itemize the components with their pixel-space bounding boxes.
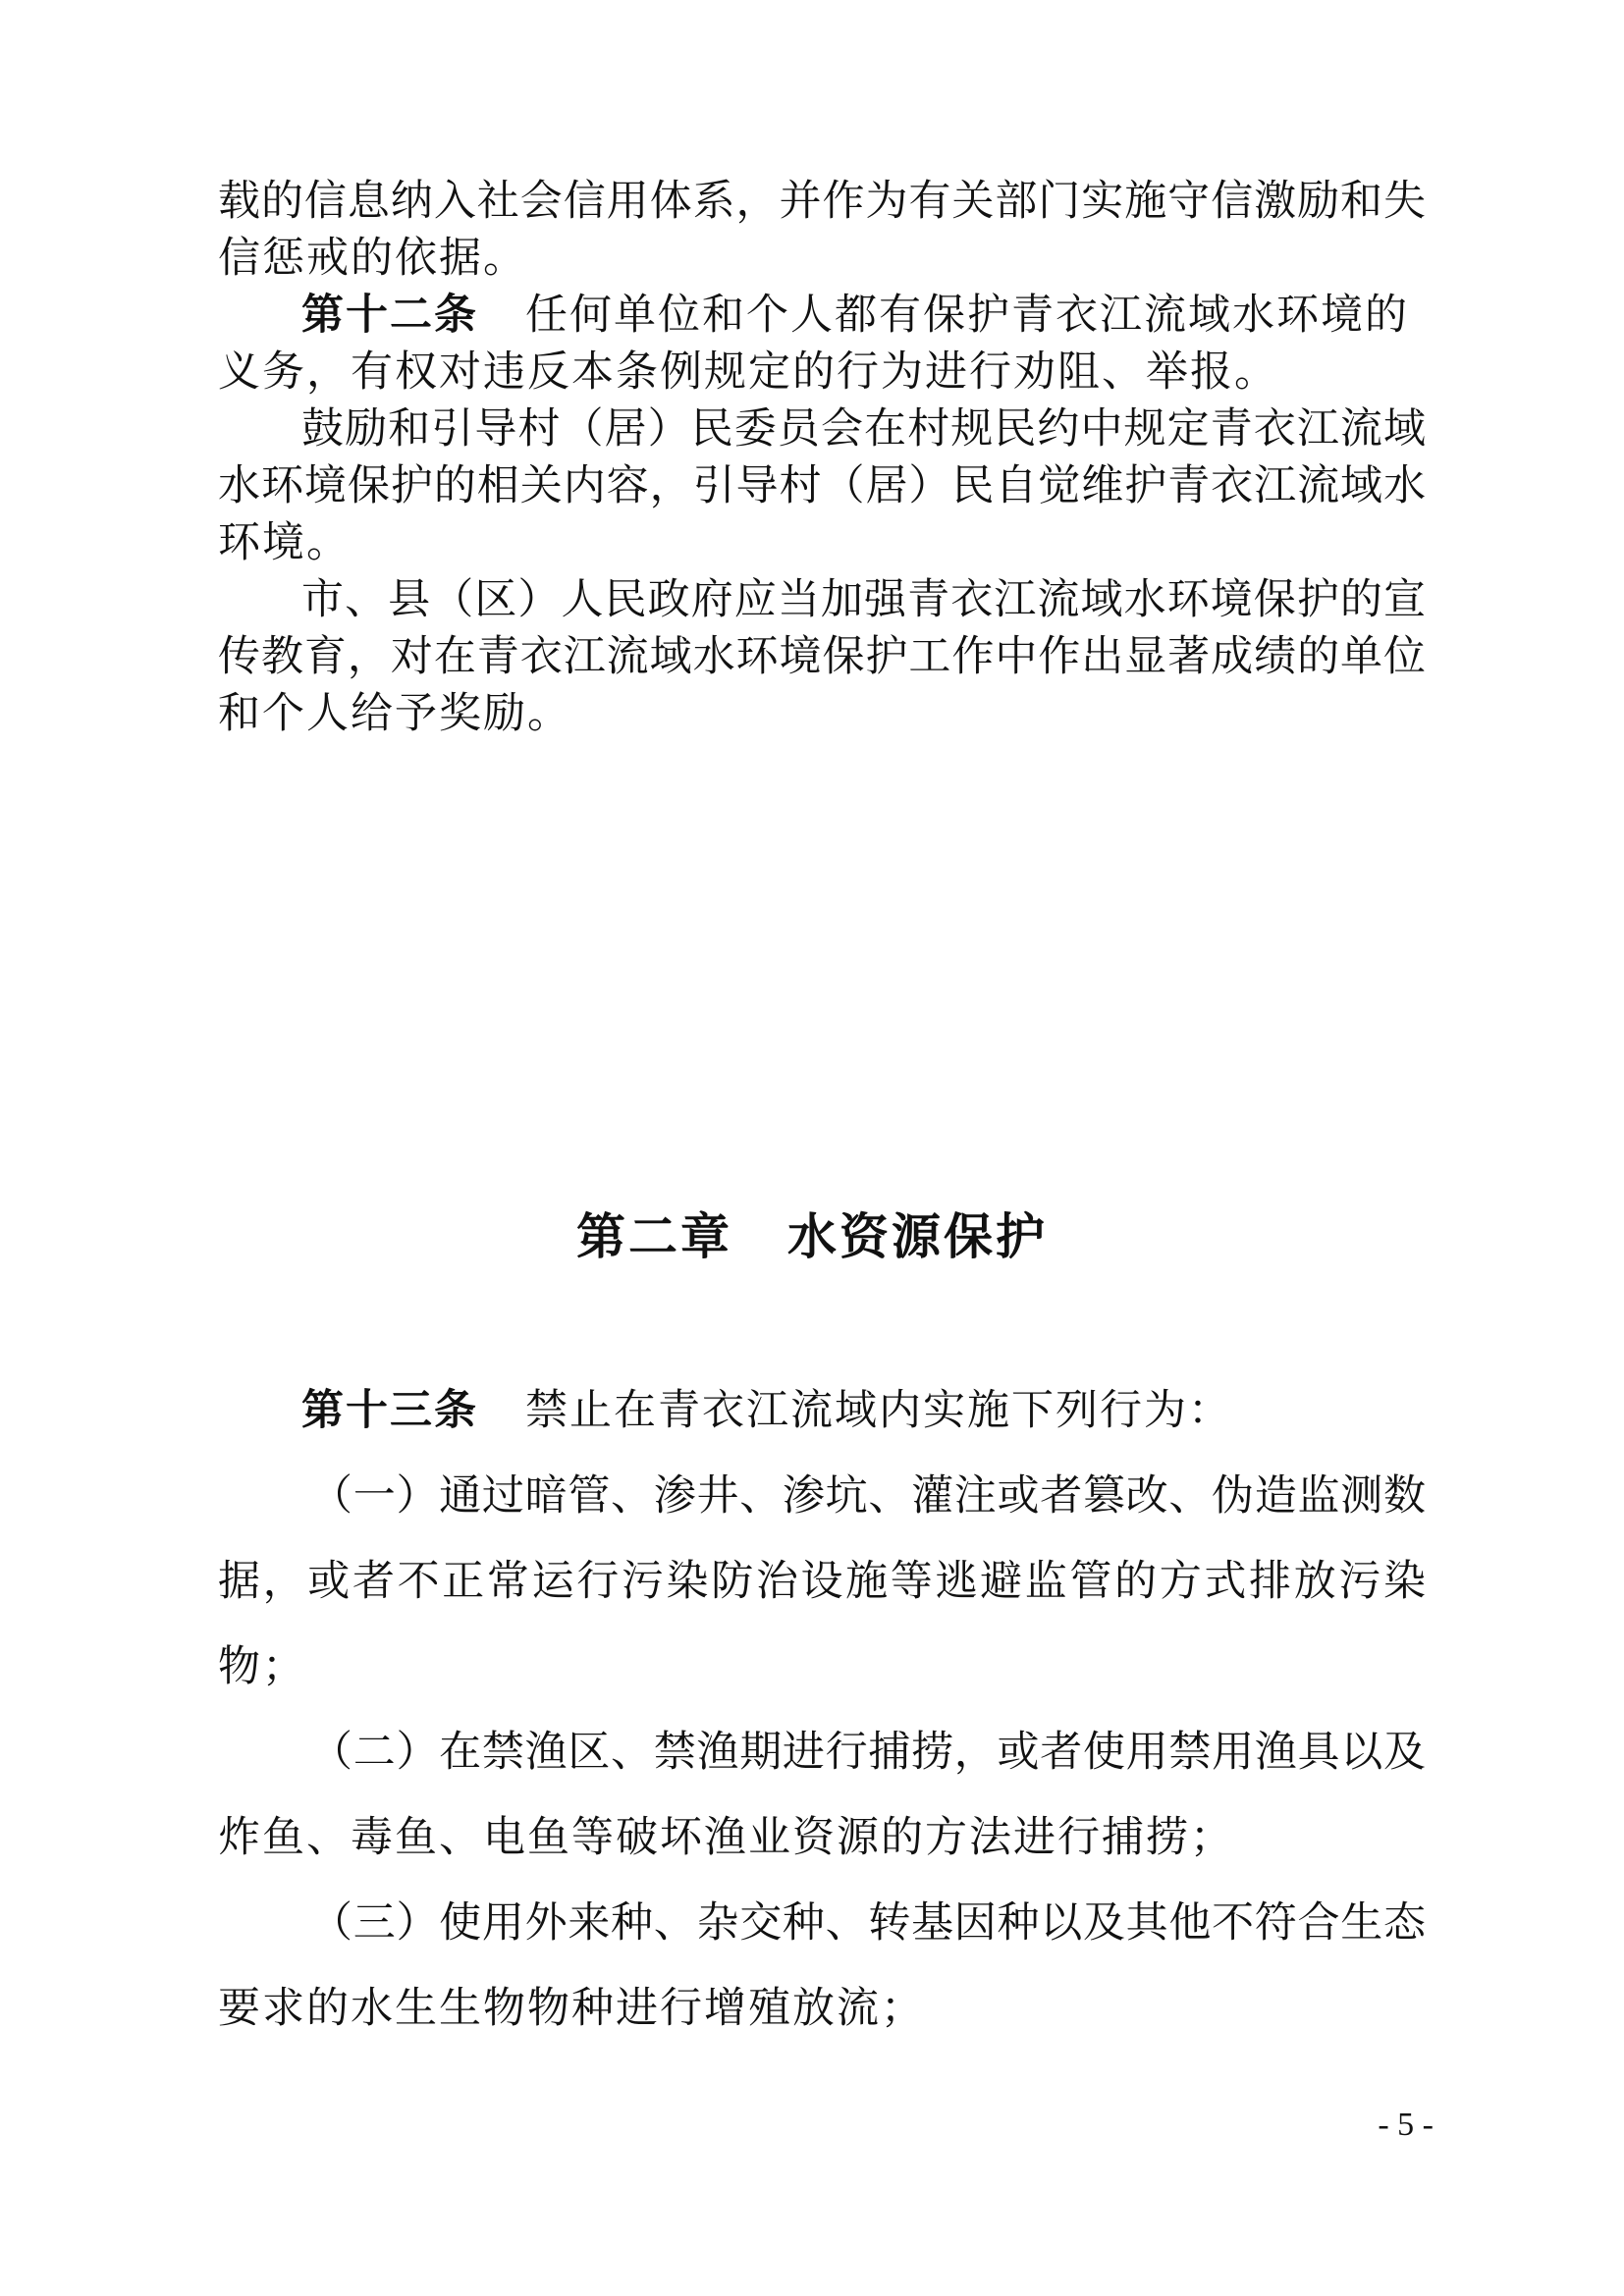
list-item-line: 炸鱼、毒鱼、电鱼等破坏渔业资源的方法进行捕捞；: [218, 1813, 1234, 1862]
chapter-number: 第二章: [576, 1208, 732, 1265]
paragraph-line: 环境。: [218, 518, 351, 567]
article-12-first-line: [301, 286, 1426, 345]
list-item-line: 据，或者不正常运行污染防治设施等逃避监管的方式排放污染: [218, 1557, 1426, 1606]
paragraph-line: 水环境保护的相关内容，引导村（居）民自觉维护青衣江流域水: [218, 461, 1426, 510]
paragraph-line: 信惩戒的依据。: [218, 234, 527, 283]
paragraph-line: 载的信息纳入社会信用体系，并作为有关部门实施守信激励和失: [218, 177, 1426, 226]
chapter-heading: [0, 1202, 1624, 1271]
list-item-line: （一）通过暗管、渗井、渗坑、灌注或者篡改、伪造监测数: [310, 1471, 1426, 1521]
paragraph-line: 传教育，对在青衣江流域水环境保护工作中作出显著成绩的单位: [218, 632, 1426, 681]
article-text: 任何单位和个人都有保护青衣江流域水环境的: [525, 291, 1409, 340]
list-item-line: （三）使用外来种、杂交种、转基因种以及其他不符合生态: [310, 1898, 1426, 1948]
paragraph-line: 和个人给予奖励。: [218, 689, 571, 738]
article-13-first-line: [301, 1381, 1426, 1440]
list-item-line: 物；: [218, 1642, 306, 1691]
list-item-line: 要求的水生生物物种进行增殖放流；: [218, 1984, 925, 2033]
article-label: 第十三条: [301, 1386, 478, 1435]
list-item-line: （二）在禁渔区、禁渔期进行捕捞，或者使用禁用渔具以及: [310, 1728, 1426, 1777]
chapter-title: 水资源保护: [787, 1208, 1048, 1265]
paragraph-line: 市、县（区）人民政府应当加强青衣江流域水环境保护的宣: [301, 575, 1426, 624]
article-label: 第十二条: [301, 291, 478, 340]
page-number: - 5 -: [1378, 2107, 1434, 2143]
paragraph-line: 义务，有权对违反本条例规定的行为进行劝阻、举报。: [218, 347, 1278, 397]
paragraph-line: 鼓励和引导村（居）民委员会在村规民约中规定青衣江流域: [301, 404, 1426, 454]
article-text: 禁止在青衣江流域内实施下列行为：: [525, 1386, 1232, 1435]
